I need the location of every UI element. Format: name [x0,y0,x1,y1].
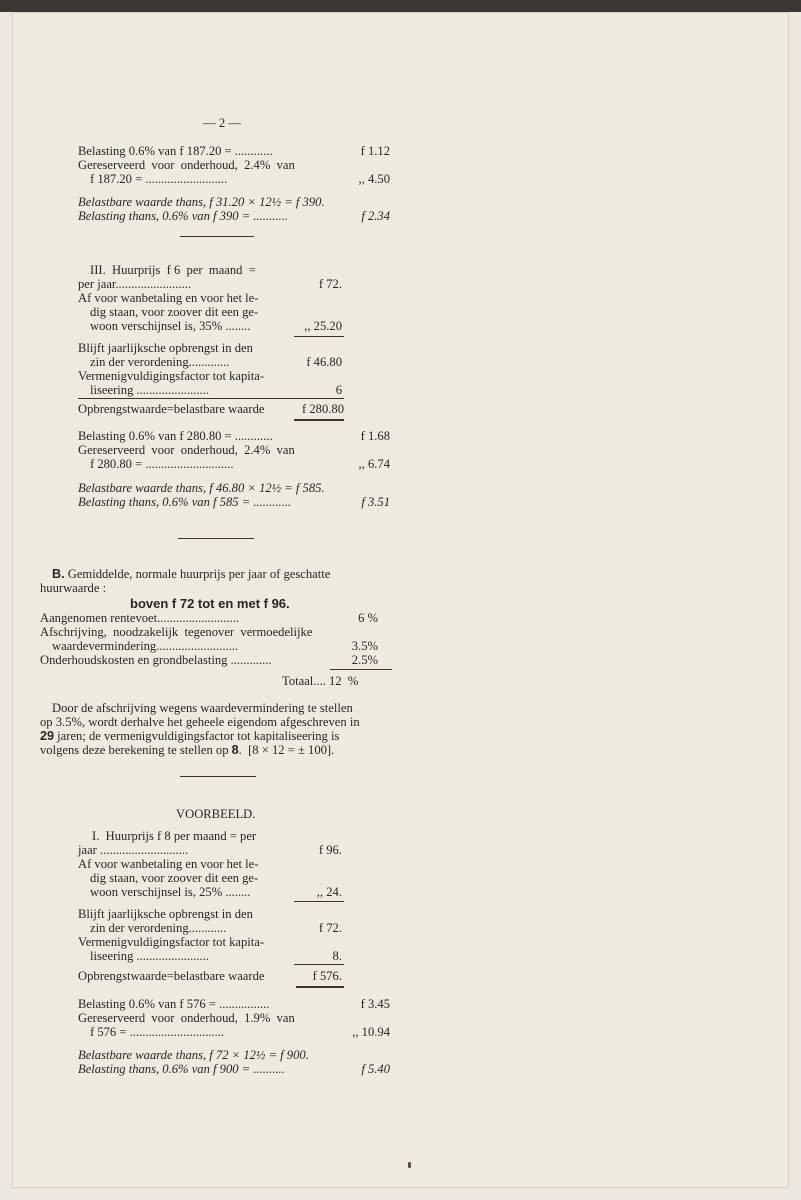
italic-line: Belastbare waarde thans, f 46.80 × 12½ = f 585. [78,481,325,495]
total-line: Totaal.... 12 % [282,674,359,688]
text-line: liseering ....................... [90,383,209,397]
bold-number: 29 [40,729,55,743]
percentage: 6 % [358,611,378,625]
double-rule [294,419,344,421]
text-line: Gereserveerd voor onderhoud, 1.9% van [78,1011,295,1025]
text-line: woon verschijnsel is, 25% ........ [90,885,251,899]
percentage: 3.5% [351,639,378,653]
sum-rule [330,669,392,670]
text-line: Gereserveerd voor onderhoud, 2.4% van [78,158,295,172]
text-line: Afschrijving, noodzakelijk tegenover vermoedelijke [40,625,313,639]
text-line: per jaar........................ [78,277,191,291]
italic-line: Belasting thans, 0.6% van f 390 = ........... [78,209,288,223]
document-page [12,12,789,1188]
text-line: Onderhoudskosten en grondbelasting ............. [40,653,272,667]
italic-line: Belasting thans, 0.6% van f 585 = ............ [78,495,292,509]
bold-number: 8 [231,743,239,757]
text-line: I. Huurprijs f 8 per maand = per [92,829,257,843]
text-line: zin der verordening............. [90,355,230,369]
text-line [40,730,339,743]
amount: f 96. [318,843,342,857]
text-line: III. Huurprijs f 6 per maand = [90,263,256,277]
separator-rule [180,236,254,237]
text-line: waardevermindering.......................... [52,639,239,653]
text-span: Gemiddelde, normale huurprijs per jaar of geschatte [64,567,331,581]
amount: f 46.80 [306,355,342,369]
section-letter: B. [52,567,65,581]
text-line: huurwaarde : [40,581,107,595]
text-line: dig staan, voor zoover dit een ge- [90,305,259,319]
text-line: Af voor wanbetaling en voor het le- [78,857,259,871]
sum-rule [294,901,344,902]
text-line: Belasting 0.6% van f 280.80 = ............ [78,429,273,443]
amount: ,, 25.20 [304,319,342,333]
amount: f 1.12 [360,144,390,158]
text-span: volgens deze berekening te stellen op [40,743,232,757]
example-title: VOORBEELD. [176,807,256,821]
text-line [40,744,334,757]
text-line: Belasting 0.6% van f 576 = ................ [78,997,270,1011]
text-line: f 280.80 = ............................ [90,457,234,471]
text-line: Blijft jaarlijksche opbrengst in den [78,907,253,921]
text-line: Vermenigvuldigingsfactor tot kapita- [78,369,265,383]
text-line: Opbrengstwaarde=belastbare waarde [78,969,265,983]
text-span: . [8 × 12 = ± 100]. [238,743,335,757]
text-line: Af voor wanbetaling en voor het le- [78,291,259,305]
amount: f 2.34 [361,209,390,223]
amount: f 3.45 [360,997,390,1011]
amount: f 3.51 [361,495,390,509]
text-line: Opbrengstwaarde=belastbare waarde [78,402,265,416]
amount: f 280.80 [302,402,344,416]
italic-line: Belastbare waarde thans, f 72 × 12½ = f 900. [78,1048,309,1062]
separator-rule [178,538,254,539]
amount: f 576. [312,969,342,983]
text-line: Door de afschrijving wegens waardevermindering te stellen [52,701,353,715]
amount: ,, 10.94 [352,1025,390,1039]
text-line: zin der verordening............ [90,921,227,935]
bold-heading: boven f 72 tot en met f 96. [130,596,290,611]
sum-rule [294,336,344,337]
text-line: f 187.20 = .......................... [90,172,228,186]
text-line: liseering ....................... [90,949,209,963]
double-rule [296,986,344,988]
text-line [52,568,330,581]
page-number: — 2 — [203,116,241,130]
amount: 8. [332,949,342,963]
amount: 6 [335,383,342,397]
amount: f 1.68 [360,429,390,443]
italic-line: Belasting thans, 0.6% van f 900 = .......... [78,1062,285,1076]
amount: f 5.40 [361,1062,390,1076]
amount: f 72. [318,277,342,291]
amount: ,, 4.50 [358,172,390,186]
ink-speck [408,1162,411,1168]
percentage: 2.5% [351,653,378,667]
text-line: jaar ............................ [78,843,189,857]
text-line: Blijft jaarlijksche opbrengst in den [78,341,253,355]
text-line: f 576 = .............................. [90,1025,225,1039]
text-line: op 3.5%, wordt derhalve het geheele eigendom afgeschreven in [40,715,360,729]
text-line: Gereserveerd voor onderhoud, 2.4% van [78,443,295,457]
sum-rule [294,964,344,965]
separator-rule [180,776,256,777]
text-line: Belasting 0.6% van f 187.20 = ............ [78,144,273,158]
amount: ,, 6.74 [358,457,390,471]
amount: f 72. [318,921,342,935]
text-line: Vermenigvuldigingsfactor tot kapita- [78,935,265,949]
scanner-top-band [0,0,801,12]
sum-rule [78,398,344,399]
text-span: jaren; de vermenigvuldigingsfactor tot kapitaliseering is [54,729,340,743]
text-line: dig staan, voor zoover dit een ge- [90,871,259,885]
text-line: woon verschijnsel is, 35% ........ [90,319,251,333]
italic-line: Belastbare waarde thans, f 31.20 × 12½ = f 390. [78,195,325,209]
amount: ,, 24. [316,885,342,899]
text-line: Aangenomen rentevoet.......................... [40,611,240,625]
